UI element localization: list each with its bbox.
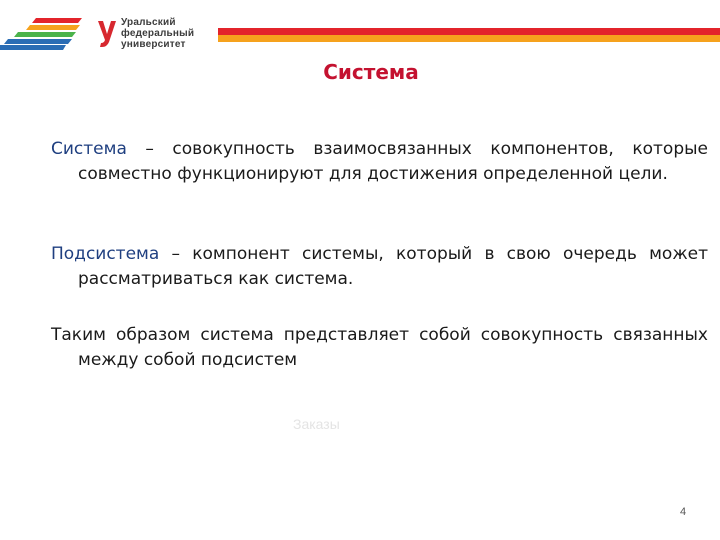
header-color-bar <box>218 28 720 42</box>
logo-line-1: Уральский <box>121 17 176 28</box>
brand-stripes-icon <box>0 18 82 50</box>
definition-subsystem-text: – компонент системы, который в свою очередь может рассматриваться как система. <box>78 244 708 289</box>
page-number: 4 <box>680 506 687 518</box>
logo-line-3: университет <box>121 39 186 50</box>
term-system: Система <box>51 139 127 159</box>
logo-line-2: федеральный <box>121 28 195 39</box>
definition-subsystem <box>51 242 708 292</box>
slide-title: Система <box>323 60 419 84</box>
slide-header <box>0 0 720 62</box>
conclusion-paragraph <box>51 323 708 373</box>
conclusion-text: Таким образом система представляет собой совокупность связанных между собой подсистем <box>51 325 708 370</box>
faint-caption: Заказы <box>293 416 340 432</box>
term-subsystem: Подсистема <box>51 244 160 264</box>
university-logo-text <box>121 17 194 50</box>
definition-system <box>51 137 708 187</box>
definition-system-text: – совокупность взаимосвязанных компонентов, которые совместно функционируют для достижения определенной цели. <box>78 139 708 184</box>
university-logo-icon <box>97 20 117 48</box>
